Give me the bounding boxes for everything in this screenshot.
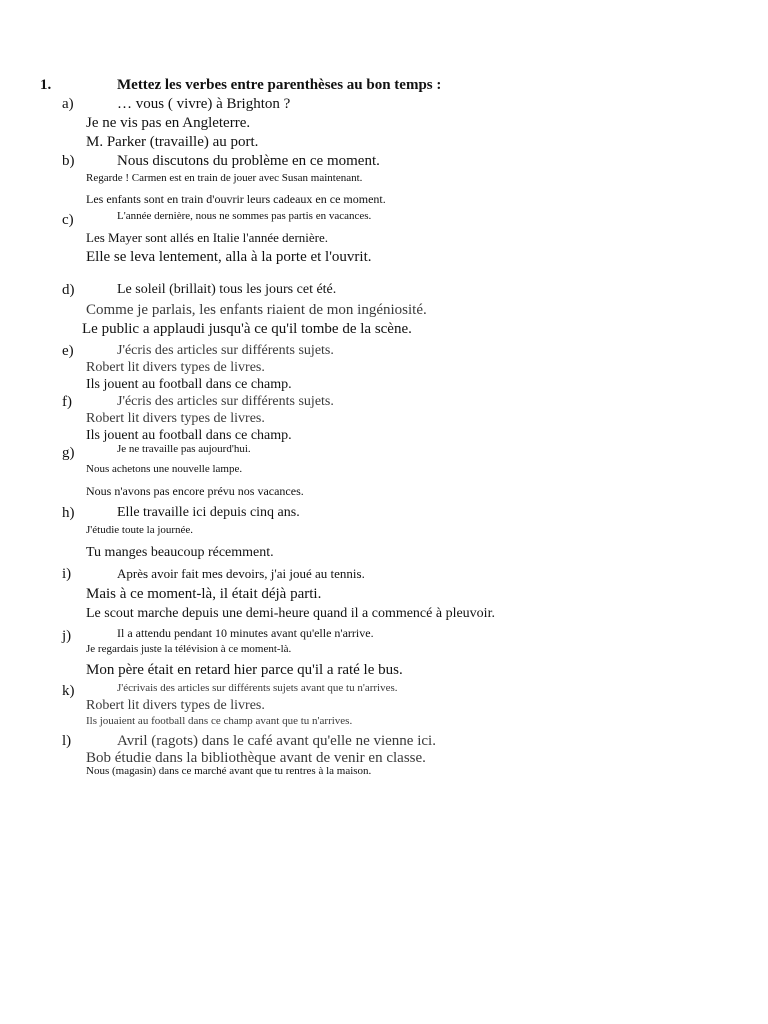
sentence: Regarde ! Carmen est en train de jouer avec Susan maintenant. [86,172,363,184]
sentence: Tu manges beaucoup récemment. [86,545,274,560]
sentence: Elle se leva lentement, alla à la porte et l'ouvrit. [86,249,372,265]
sentence: Robert lit divers types de livres. [86,360,265,375]
sentence: Comme je parlais, les enfants riaient de mon ingéniosité. [86,302,427,318]
sentence: J'étudie toute la journée. [86,524,194,536]
sentence: Ils jouaient au football dans ce champ avant que tu n'arrives. [86,715,353,727]
item-label-d: d) [62,282,75,298]
sentence: Elle travaille ici depuis cinq ans. [117,505,300,520]
sentence: Bob étudie dans la bibliothèque avant de venir en classe. [86,750,426,766]
item-label-h: h) [62,505,75,521]
sentence: Robert lit divers types de livres. [86,411,265,426]
exercise-number: 1. [40,77,52,93]
sentence: Mais à ce moment-là, il était déjà parti. [86,586,322,602]
item-label-f: f) [62,394,72,410]
item-label-a: a) [62,96,74,112]
sentence: Le public a applaudi jusqu'à ce qu'il tombe de la scène. [82,321,412,337]
sentence: Ils jouent au football dans ce champ. [86,428,292,443]
item-label-i: i) [62,566,72,582]
sentence: Ils jouent au football dans ce champ. [86,377,292,392]
exercise-title: Mettez les verbes entre parenthèses au bon temps : [117,77,442,93]
sentence: … vous ( vivre) à Brighton ? [117,96,291,112]
item-label-l: l) [62,733,72,749]
sentence: Je ne travaille pas aujourd'hui. [117,443,251,455]
sentence: Nous (magasin) dans ce marché avant que tu rentres à la maison. [86,765,372,777]
sentence: L'année dernière, nous ne sommes pas partis en vacances. [117,210,372,222]
sentence: Je ne vis pas en Angleterre. [86,115,251,131]
sentence: J'écrivais des articles sur différents sujets avant que tu n'arrives. [117,682,398,694]
item-label-k: k) [62,683,75,699]
sentence: Les Mayer sont allés en Italie l'année dernière. [86,230,329,245]
sentence: Le soleil (brillait) tous les jours cet été. [117,282,337,297]
sentence: Mon père était en retard hier parce qu'il a raté le bus. [86,662,403,678]
sentence: Je regardais juste la télévision à ce moment-là. [86,643,292,655]
sentence: Nous n'avons pas encore prévu nos vacances. [86,484,304,498]
sentence: Avril (ragots) dans le café avant qu'elle ne vienne ici. [117,733,436,749]
sentence: Robert lit divers types de livres. [86,698,265,713]
sentence: Après avoir fait mes devoirs, j'ai joué au tennis. [117,566,365,581]
sentence: Il a attendu pendant 10 minutes avant qu'elle n'arrive. [117,626,374,640]
sentence: Les enfants sont en train d'ouvrir leurs cadeaux en ce moment. [86,192,386,206]
item-label-g: g) [62,445,75,461]
sentence: Nous achetons une nouvelle lampe. [86,463,243,475]
sentence: J'écris des articles sur différents sujets. [117,343,334,358]
item-label-b: b) [62,153,75,169]
item-label-j: j) [62,628,72,644]
item-label-c: c) [62,212,74,228]
sentence: Le scout marche depuis une demi-heure quand il a commencé à pleuvoir. [86,606,495,621]
sentence: Nous discutons du problème en ce moment. [117,153,380,169]
item-label-e: e) [62,343,74,359]
sentence: J'écris des articles sur différents sujets. [117,394,334,409]
sentence: M. Parker (travaille) au port. [86,134,259,150]
